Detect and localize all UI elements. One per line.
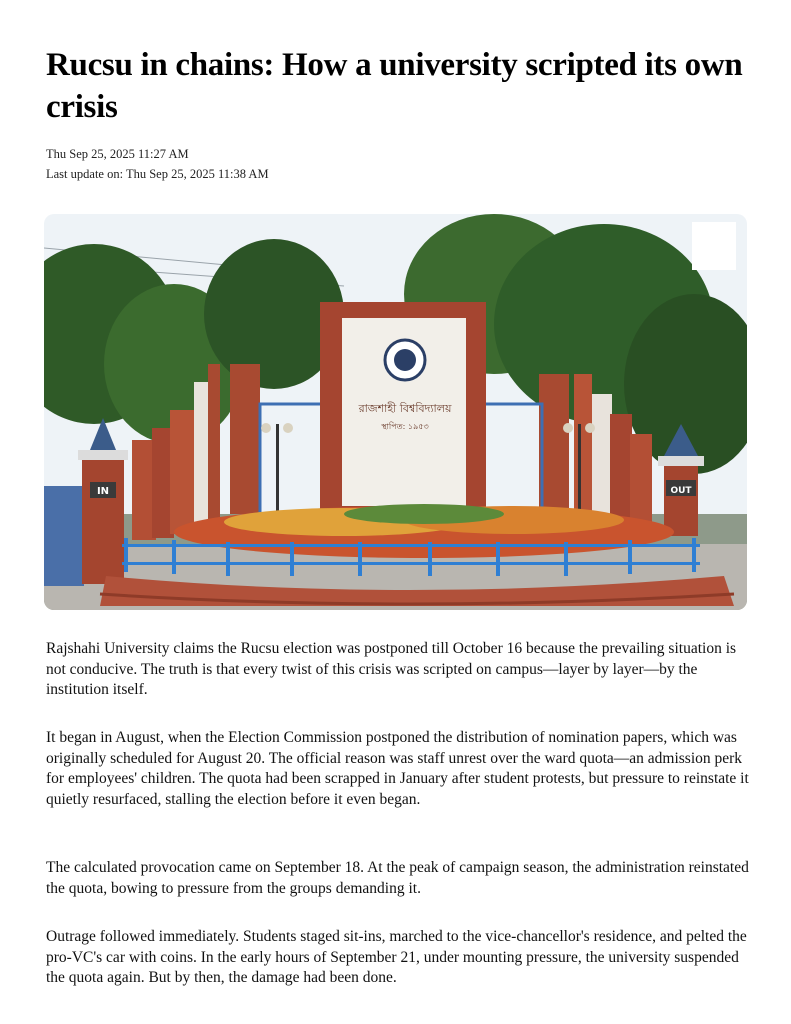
published-date: Thu Sep 25, 2025 11:27 AM xyxy=(46,147,189,161)
last-update-date: Last update on: Thu Sep 25, 2025 11:38 AM xyxy=(46,167,269,181)
hero-image xyxy=(44,214,747,610)
article-paragraph: It began in August, when the Election Commission postponed the distribution of nomination papers, which was originally scheduled for August 20. The official reason was staff unrest over the ward quota—an admission perk for employees' children. The quota had been scrapped in January after student protests, but pressure to reinstate it quietly resurfaced, stalling the election before it even began. xyxy=(46,729,749,808)
article-paragraph: The calculated provocation came on September 18. At the peak of campaign season, the administration reinstated the quota, bowing to pressure from the groups demanding it. xyxy=(46,859,749,897)
monument-sign-text: রাজশাহী বিশ্ববিদ্যালয় xyxy=(358,402,452,415)
out-gate-label: OUT xyxy=(670,486,692,496)
in-gate-label: IN xyxy=(96,486,110,497)
article-title: Rucsu in chains: How a university scripted its own crisis xyxy=(46,47,743,125)
monument-year-text: স্থাপিত: ১৯৫৩ xyxy=(381,422,429,431)
article-paragraph: Rajshahi University claims the Rucsu election was postponed till October 16 because the prevailing situation is not conducive. The truth is that every twist of this crisis was scripted on campus—layer by layer—by the institution itself. xyxy=(46,640,737,698)
article-paragraph: Outrage followed immediately. Students staged sit-ins, marched to the vice-chancellor's residence, and pelted the pro-VC's car with coins. In the early hours of September 21, under mounting pressure, the university suspended the quota again. But by then, the damage had been done. xyxy=(46,928,747,986)
